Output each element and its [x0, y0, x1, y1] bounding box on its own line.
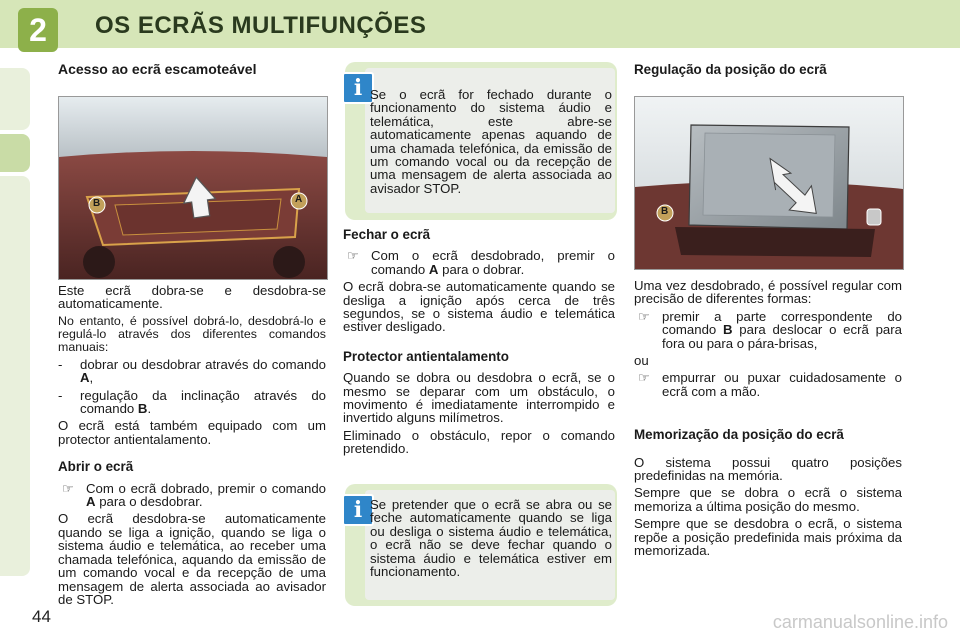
list-item-text: empurrar ou puxar cuidadosamente o ecrã com a mão. — [662, 370, 902, 399]
paragraph: ou — [634, 353, 649, 369]
right-body — [634, 279, 902, 562]
paragraph: Uma vez desdobrado, é possível regular com precisão de diferentes formas: — [634, 278, 902, 307]
side-tab-active[interactable] — [0, 134, 30, 172]
dashboard-open-illustration — [635, 97, 903, 269]
label-a: A — [295, 194, 303, 205]
dashboard-closed-illustration — [59, 97, 327, 279]
label-b: B — [661, 206, 669, 217]
side-tab[interactable] — [0, 176, 30, 576]
left-body — [58, 284, 326, 610]
right-column — [634, 63, 904, 80]
list-item-text: dobrar ou desdobrar através do comando A, — [80, 356, 326, 386]
section-title-close: Fechar o ecrã — [343, 227, 431, 242]
section-title-adjust: Regulação da posição do ecrã — [634, 62, 827, 77]
section-title-memory: Memorização da posição do ecrã — [634, 427, 844, 443]
left-column — [58, 63, 328, 80]
page-number: 44 — [32, 607, 51, 626]
list-item — [343, 249, 615, 276]
label-b: B — [93, 198, 101, 209]
paragraph: O ecrã está também equipado com um protector antientalamento. — [58, 418, 326, 447]
dashboard-photo-open — [634, 96, 904, 270]
watermark: carmanualsonline.info — [772, 612, 948, 632]
dash-marker: - — [58, 356, 63, 372]
list-item-text: regulação da inclinação através do comando B. — [80, 387, 326, 417]
list-item — [58, 389, 326, 416]
info-icon: i — [342, 72, 374, 104]
section-title-open: Abrir o ecrã — [58, 459, 134, 475]
list-item — [58, 358, 326, 385]
list-item — [634, 310, 902, 350]
section-title-protector: Protector antientalamento — [343, 348, 509, 364]
info-text: Se o ecrã for fechado durante o funcionamento do sistema áudio e telemática, este abre-se automaticamente apenas aquando de uma chamada telefónica, da emissão de um comando vocal ou da recepção de uma mensagem de alerta associada ao avisador STOP. — [370, 87, 612, 196]
hand-pointer-icon: ☞ — [347, 248, 359, 264]
hand-pointer-icon: ☞ — [62, 480, 74, 496]
chapter-badge: 2 — [18, 8, 58, 52]
paragraph: Quando se dobra ou desdobra o ecrã, se o mesmo se deparar com um obstáculo, o movimento é imediatamente interrompido e invertido alguns milímetros. — [343, 370, 615, 426]
page-title: OS ECRÃS MULTIFUNÇÕES — [95, 12, 427, 39]
paragraph: Sempre que se desdobra o ecrã, o sistema repõe a posição predefinida mais próxima da memorizada. — [634, 516, 902, 559]
paragraph: Sempre que se dobra o ecrã o sistema memoriza a última posição do mesmo. — [634, 485, 902, 514]
middle-body — [343, 228, 615, 460]
paragraph: No entanto, é possível dobrá-lo, desdobrá-lo e regulá-lo através dos diferentes comandos manuais: — [58, 313, 326, 354]
list-item-text: premir a parte correspondente do comando B para deslocar o ecrã para fora ou para o pára-brisas, — [662, 308, 902, 351]
paragraph: Este ecrã dobra-se e desdobra-se automaticamente. — [58, 283, 326, 312]
hand-pointer-icon: ☞ — [638, 370, 650, 386]
paragraph: O ecrã dobra-se automaticamente quando se desliga a ignição após cerca de três segundos, se o sistema áudio e telemática estiver desligado. — [343, 279, 615, 335]
list-item — [634, 371, 902, 398]
section-title-access: Acesso ao ecrã escamoteável — [58, 61, 257, 77]
list-item-text: Com o ecrã dobrado, premir o comando A para o desdobrar. — [86, 480, 326, 510]
list-item — [58, 482, 326, 509]
dash-marker: - — [58, 387, 63, 403]
paragraph: Eliminado o obstáculo, repor o comando pretendido. — [343, 427, 615, 457]
side-tab[interactable] — [0, 68, 30, 130]
info-icon: i — [342, 494, 374, 526]
paragraph: O ecrã desdobra-se automaticamente quando se liga a ignição, quando se liga o sistema áudio e telemática, ao receber uma chamada telefónica, aquando da emissão de um comando vocal e da recepção de uma mensagem de alerta associada ao avisador de STOP. — [58, 511, 326, 607]
dashboard-photo-closed — [58, 96, 328, 280]
hand-pointer-icon: ☞ — [638, 308, 650, 324]
list-item-text: Com o ecrã desdobrado, premir o comando A para o dobrar. — [371, 248, 615, 277]
info-text: Se pretender que o ecrã se abra ou se feche automaticamente quando se liga ou desliga o sistema áudio e telemática, o ecrã não se deve fechar quando o sistema áudio e telemática estiver em funcionamento. — [370, 497, 612, 580]
paragraph: O sistema possui quatro posições predefinidas na memória. — [634, 454, 902, 484]
